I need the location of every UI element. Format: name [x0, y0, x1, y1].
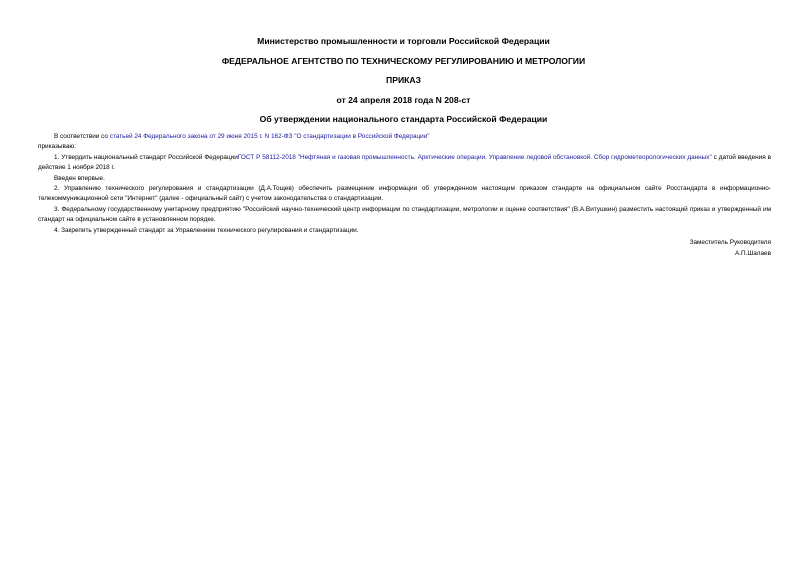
- intro-paragraph: [38, 132, 771, 142]
- item-2-paragraph: 2. Управлению технического регулирования и стандартизации (Д.А.Тощев) обеспечить размещение информации об утвержденном настоящим приказом стандарте на официальном сайте Росстандарта в информационно-телекоммуникационной сети "Интернет" (далее - официальный сайт) с учетом законодательства о стандартизации.: [38, 185, 771, 203]
- agency-name: ФЕДЕРАЛЬНОЕ АГЕНТСТВО ПО ТЕХНИЧЕСКОМУ РЕГУЛИРОВАНИЮ И МЕТРОЛОГИИ: [221, 56, 586, 66]
- order-date: от 24 апреля 2018 года N 208-ст: [336, 95, 471, 105]
- ministry-name: Министерство промышленности и торговли Российской Федерации: [257, 36, 550, 46]
- item-1-paragraph: [38, 153, 771, 174]
- order-title: ПРИКАЗ: [386, 75, 421, 85]
- signatory-name: А.П.Шалаев: [734, 250, 771, 257]
- standard-link[interactable]: ГОСТ Р 58112-2018 "Нефтяная и газовая промышленность. Арктические операции. Управление ледовой обстановкой. Сбор гидрометеорологических данных": [237, 153, 712, 161]
- order-body: [38, 132, 771, 236]
- law-article-link[interactable]: статьей 24 Федерального закона от 29 июня 2015 г. N 162-ФЗ "О стандартизации в Российской Федерации": [109, 133, 430, 140]
- intro-prefix: В соответствии со: [54, 133, 110, 140]
- item-1-suffix: с датой введения в действие 1 ноября 2018 г.: [38, 153, 771, 172]
- item-4-paragraph: 4. Закрепить утвержденный стандарт за Управлением технического регулирования и стандартизации.: [54, 226, 359, 234]
- item-3-paragraph: 3. Федеральному государственному унитарному предприятию "Российский научно-технический центр информации по стандартизации, метрологии и оценке соответствия" (В.А.Витушкин) разместить настоящий приказ и утвержденный им стандарт на официальном сайте в установленном порядке.: [38, 205, 771, 224]
- order-subject: Об утверждении национального стандарта Российской Федерации: [259, 114, 548, 124]
- signatory-position: Заместитель Руководителя: [689, 239, 771, 246]
- signature-block: [690, 237, 771, 259]
- item-1-prefix: 1. Утвердить национальный стандарт Российской Федерации: [54, 153, 238, 161]
- introduced-paragraph: Введен впервые.: [54, 174, 105, 182]
- orders-paragraph: приказываю:: [38, 143, 76, 151]
